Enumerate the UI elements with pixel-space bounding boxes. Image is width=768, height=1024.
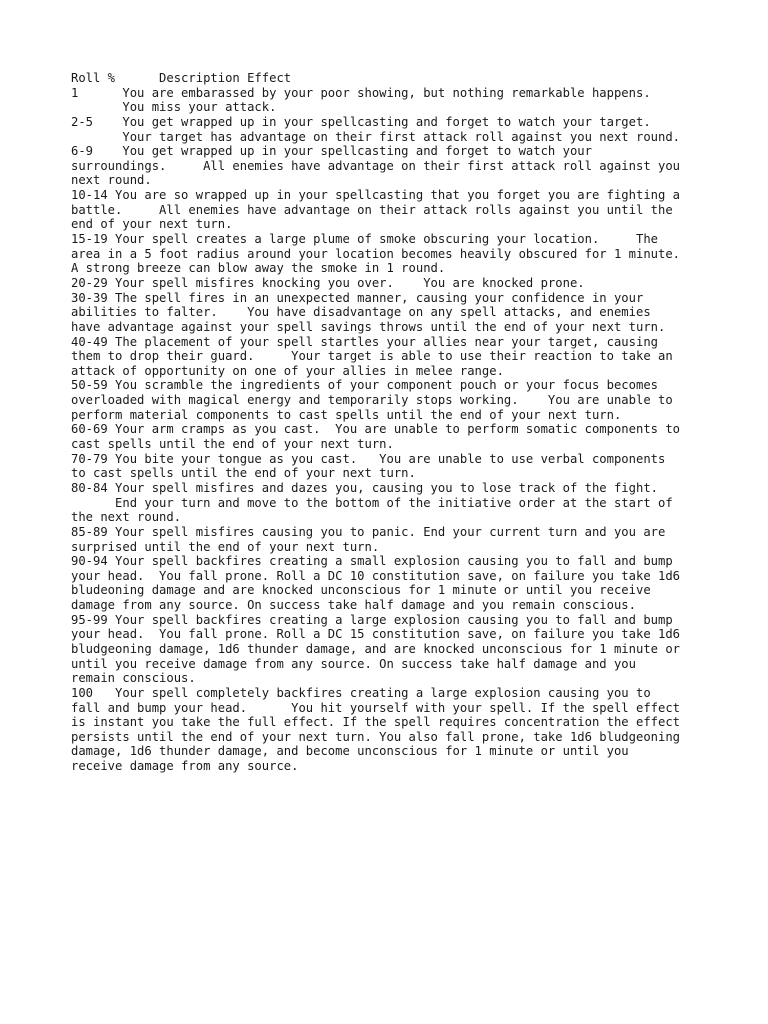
text-line: is instant you take the full effect. If the spell requires concentration the effect bbox=[71, 715, 681, 730]
text-line: area in a 5 foot radius around your location becomes heavily obscured for 1 minute. bbox=[71, 246, 681, 261]
text-line: 50-59 You scramble the ingredients of your component pouch or your focus becomes bbox=[71, 378, 658, 393]
text-line: your head. You fall prone. Roll a DC 10 constitution save, on failure you take 1d6 bbox=[71, 568, 681, 583]
text-line: battle. All enemies have advantage on their attack rolls against you until the bbox=[71, 202, 673, 217]
text-line: surprised until the end of your next turn. bbox=[71, 539, 380, 554]
document-page bbox=[71, 71, 711, 774]
text-line: overloaded with magical energy and temporarily stops working. You are unable to bbox=[71, 393, 673, 408]
text-line: them to drop their guard. Your target is able to use their reaction to take an bbox=[71, 349, 673, 364]
table-header: Roll % Description Effect bbox=[71, 71, 292, 85]
text-line: End your turn and move to the bottom of the initiative order at the start of bbox=[71, 495, 673, 510]
text-line: next round. bbox=[71, 173, 152, 188]
text-line: cast spells until the end of your next turn. bbox=[71, 437, 394, 452]
text-line: have advantage against your spell savings throws until the end of your next turn. bbox=[71, 319, 666, 334]
text-line: You miss your attack. bbox=[71, 100, 277, 115]
text-line: 60-69 Your arm cramps as you cast. You are unable to perform somatic components to bbox=[71, 422, 681, 437]
text-line: the next round. bbox=[71, 510, 182, 525]
text-line: receive damage from any source. bbox=[71, 759, 299, 774]
text-line: 10-14 You are so wrapped up in your spellcasting that you forget you are fighting a bbox=[71, 188, 681, 203]
text-line: fall and bump your head. You hit yourself with your spell. If the spell effect bbox=[71, 700, 681, 715]
text-line: 90-94 Your spell backfires creating a small explosion causing you to fall and bump bbox=[71, 554, 673, 569]
text-line: 100 Your spell completely backfires creating a large explosion causing you to bbox=[71, 685, 651, 700]
text-line: end of your next turn. bbox=[71, 217, 233, 232]
text-line: surroundings. All enemies have advantage on their first attack roll against you bbox=[71, 158, 681, 173]
text-line: bludeoning damage and are knocked unconscious for 1 minute or until you receive bbox=[71, 583, 651, 598]
text-line: damage, 1d6 thunder damage, and become unconscious for 1 minute or until you bbox=[71, 744, 629, 759]
text-line: abilities to falter. You have disadvantage on any spell attacks, and enemies bbox=[71, 305, 651, 320]
text-line: persists until the end of your next turn. You also fall prone, take 1d6 bludgeoning bbox=[71, 729, 681, 744]
text-line: 1 You are embarassed by your poor showing, but nothing remarkable happens. bbox=[71, 85, 651, 100]
text-line: bludgeoning damage, 1d6 thunder damage, and are knocked unconscious for 1 minute or bbox=[71, 641, 681, 656]
text-line: 95-99 Your spell backfires creating a large explosion causing you to fall and bump bbox=[71, 612, 673, 627]
text-line: A strong breeze can blow away the smoke in 1 round. bbox=[71, 261, 446, 276]
text-line: 80-84 Your spell misfires and dazes you, causing you to lose track of the fight. bbox=[71, 480, 658, 495]
text-line: 20-29 Your spell misfires knocking you over. You are knocked prone. bbox=[71, 275, 585, 290]
text-line: your head. You fall prone. Roll a DC 15 constitution save, on failure you take 1d6 bbox=[71, 627, 681, 642]
text-line: 15-19 Your spell creates a large plume of smoke obscuring your location. The bbox=[71, 232, 658, 247]
text-line: Your target has advantage on their first attack roll against you next round. bbox=[71, 129, 681, 144]
text-line: until you receive damage from any source. On success take half damage and you bbox=[71, 656, 636, 671]
text-line: 85-89 Your spell misfires causing you to panic. End your current turn and you are bbox=[71, 524, 666, 539]
text-line: 2-5 You get wrapped up in your spellcasting and forget to watch your target. bbox=[71, 114, 651, 129]
text-line: 40-49 The placement of your spell startles your allies near your target, causing bbox=[71, 334, 658, 349]
text-line: perform material components to cast spells until the end of your next turn. bbox=[71, 407, 622, 422]
text-line: 70-79 You bite your tongue as you cast. You are unable to use verbal components bbox=[71, 451, 666, 466]
text-line: damage from any source. On success take half damage and you remain conscious. bbox=[71, 598, 636, 613]
text-line: remain conscious. bbox=[71, 671, 196, 686]
text-line: 6-9 You get wrapped up in your spellcasting and forget to watch your bbox=[71, 144, 592, 159]
text-line: to cast spells until the end of your next turn. bbox=[71, 466, 416, 481]
text-line: attack of opportunity on one of your allies in melee range. bbox=[71, 363, 504, 378]
text-line: 30-39 The spell fires in an unexpected manner, causing your confidence in your bbox=[71, 290, 644, 305]
